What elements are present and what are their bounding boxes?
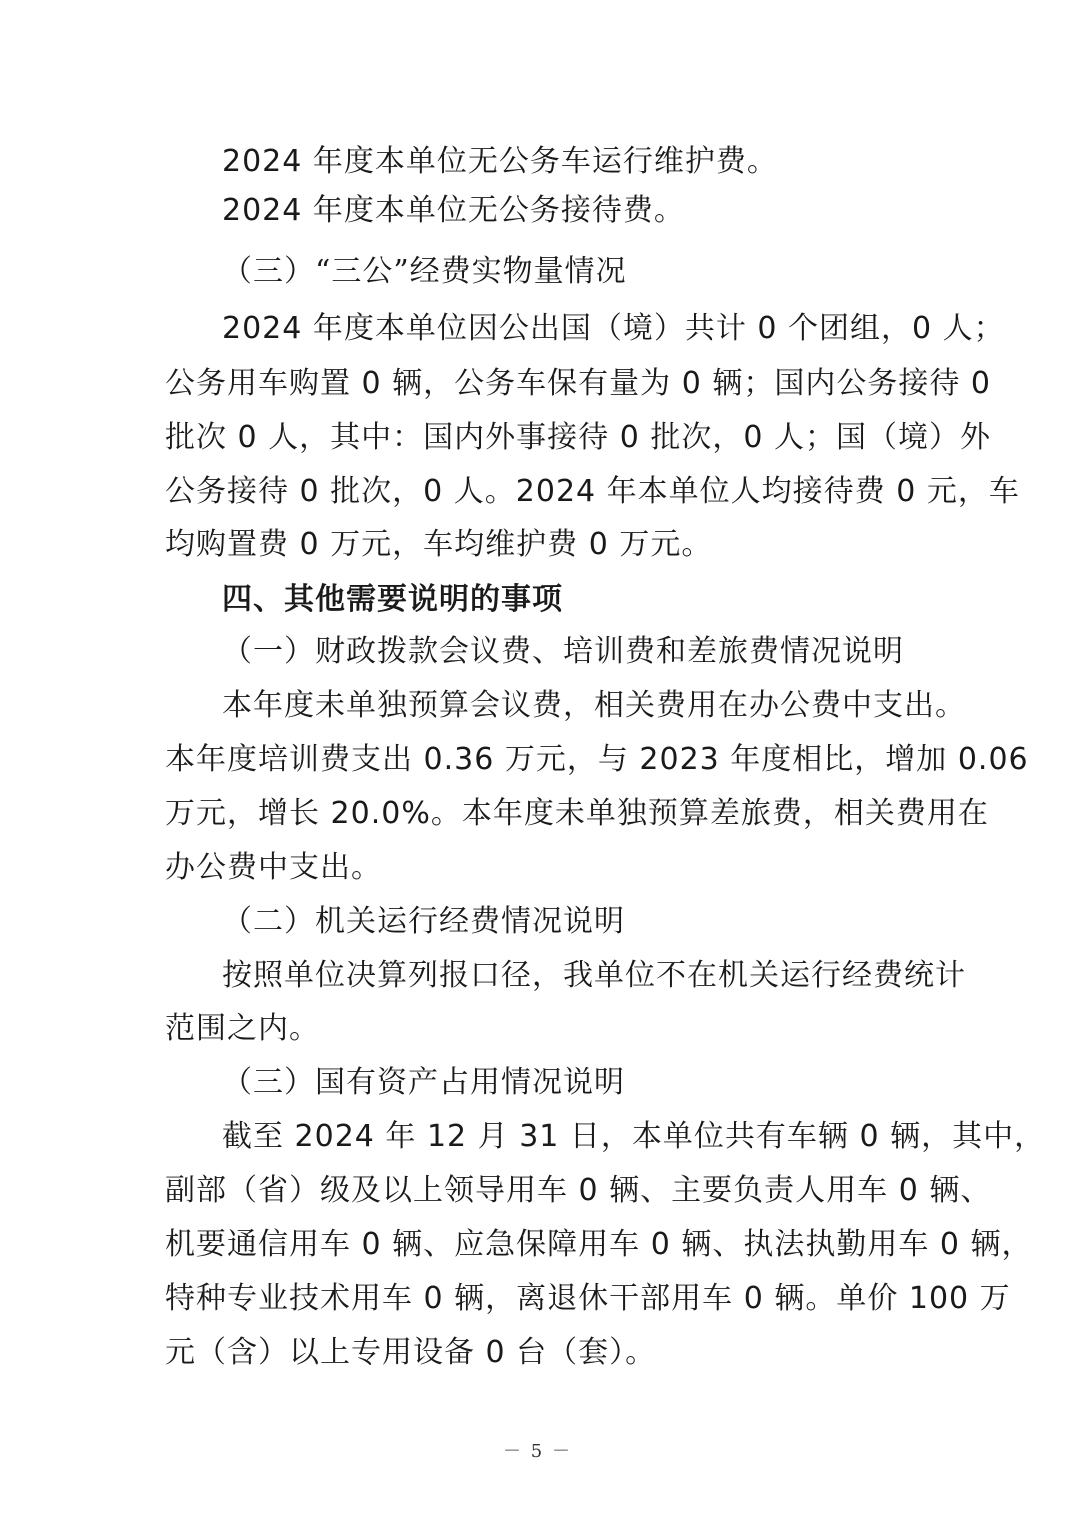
paragraph-line: 均购置费 0 万元，车均维护费 0 万元。 xyxy=(165,527,713,562)
paragraph-line: 机要通信用车 0 辆、应急保障用车 0 辆、执法执勤用车 0 辆， xyxy=(165,1227,1033,1262)
paragraph-line: 元（含）以上专用设备 0 台（套）。 xyxy=(165,1335,657,1370)
paragraph-line: 按照单位决算列报口径，我单位不在机关运行经费统计 xyxy=(222,958,966,993)
page-number: － 5 － xyxy=(503,1441,572,1462)
subheading-san-gong-physical: （三）“三公”经费实物量情况 xyxy=(222,254,627,289)
paragraph-line: 截至 2024 年 12 月 31 日，本单位共有车辆 0 辆，其中， xyxy=(222,1119,1046,1154)
paragraph-line: 范围之内。 xyxy=(165,1011,320,1046)
paragraph-line: 本年度未单独预算会议费，相关费用在办公费中支出。 xyxy=(222,688,966,723)
paragraph-line: 特种专业技术用车 0 辆，离退休干部用车 0 辆。单价 100 万 xyxy=(165,1281,1011,1316)
subheading-meeting-training-travel: （一）财政拨款会议费、培训费和差旅费情况说明 xyxy=(222,634,904,669)
paragraph-line: 批次 0 人，其中：国内外事接待 0 批次，0 人；国（境）外 xyxy=(165,420,991,455)
paragraph-line: 本年度培训费支出 0.36 万元，与 2023 年度相比，增加 0.06 xyxy=(165,742,1029,777)
paragraph-line: 副部（省）级及以上领导用车 0 辆、主要负责人用车 0 辆、 xyxy=(165,1173,992,1208)
section-heading-other-matters: 四、其他需要说明的事项 xyxy=(222,582,563,617)
paragraph-line: 公务用车购置 0 辆，公务车保有量为 0 辆；国内公务接待 0 xyxy=(165,366,991,401)
subheading-state-assets: （三）国有资产占用情况说明 xyxy=(222,1065,625,1100)
paragraph-reception: 2024 年度本单位无公务接待费。 xyxy=(222,193,685,228)
paragraph-line: 2024 年度本单位因公出国（境）共计 0 个团组，0 人； xyxy=(222,311,1005,346)
paragraph-line: 公务接待 0 批次，0 人。2024 年本单位人均接待费 0 元，车 xyxy=(165,474,1020,509)
paragraph-line: 办公费中支出。 xyxy=(165,850,382,885)
subheading-operating-expenses: （二）机关运行经费情况说明 xyxy=(222,904,625,939)
paragraph-vehicle-maintenance: 2024 年度本单位无公务车运行维护费。 xyxy=(222,144,778,179)
paragraph-line: 万元，增长 20.0%。本年度未单独预算差旅费，相关费用在 xyxy=(165,796,989,831)
